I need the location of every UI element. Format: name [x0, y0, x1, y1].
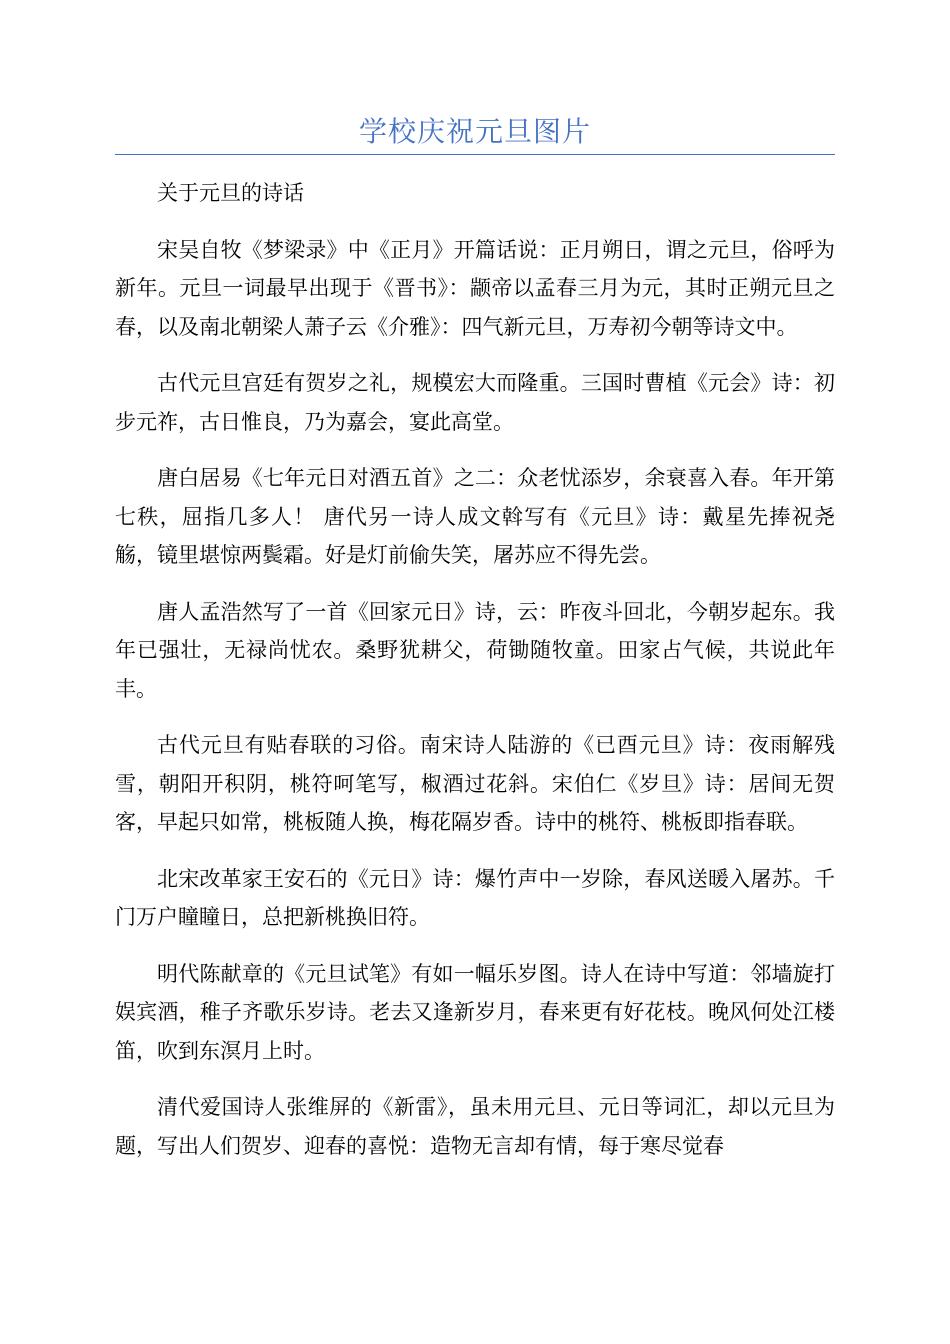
paragraph: 北宋改革家王安石的《元日》诗：爆竹声中一岁除，春风送暖入屠苏。千门万户瞳瞳日，总把新桃换旧符。: [115, 866, 835, 929]
paragraph: 明代陈献章的《元旦试笔》有如一幅乐岁图。诗人在诗中写道：邻墙旋打娱宾酒，稚子齐歌乐岁诗。老去又逢新岁月，春来更有好花枝。晚风何处江楼笛，吹到东溟月上时。: [115, 961, 835, 1063]
paragraph: 唐白居易《七年元日对酒五首》之二：众老忧添岁，余衰喜入春。年开第七秩，屈指几多人！ 唐代另一诗人成文斡写有《元旦》诗：戴星先捧祝尧觞，镜里堪惊两鬓霜。好是灯前偷失笑，屠苏应不得先尝。: [115, 466, 835, 567]
title-underline: [115, 154, 835, 155]
paragraph: 宋吴自牧《梦梁录》中《正月》开篇话说：正月朔日，谓之元旦，俗呼为新年。元旦一词最早出现于《晋书》：颛帝以孟春三月为元，其时正朔元旦之春，以及南北朝梁人萧子云《介雅》：四气新元旦，万寿初今朝等诗文中。: [115, 237, 835, 339]
paragraph: 唐人孟浩然写了一首《回家元日》诗，云：昨夜斗回北，今朝岁起东。我年已强壮，无禄尚忧农。桑野犹耕父，荷锄随牧童。田家占气候，共说此年丰。: [115, 599, 835, 701]
document-title: 学校庆祝元旦图片: [358, 115, 591, 148]
paragraph: 清代爱国诗人张维屏的《新雷》，虽未用元旦、元日等词汇，却以元旦为题，写出人们贺岁、迎春的喜悦：造物无言却有情，每于寒尽觉春: [115, 1095, 835, 1158]
paragraph: 古代元旦有贴春联的习俗。南宋诗人陆游的《已酉元旦》诗：夜雨解残雪，朝阳开积阴，桃符呵笔写，椒酒过花斜。宋伯仁《岁旦》诗：居间无贺客，早起只如常，桃板随人换，梅花隔岁香。诗中的桃符、桃板即指春联。: [115, 733, 835, 834]
section-heading: 关于元旦的诗话: [157, 181, 304, 205]
document-body: [115, 174, 835, 1183]
paragraph: 古代元旦宫廷有贺岁之礼，规模宏大而隆重。三国时曹植《元会》诗：初步元祚，古日惟良，乃为嘉会，宴此高堂。: [115, 371, 835, 434]
